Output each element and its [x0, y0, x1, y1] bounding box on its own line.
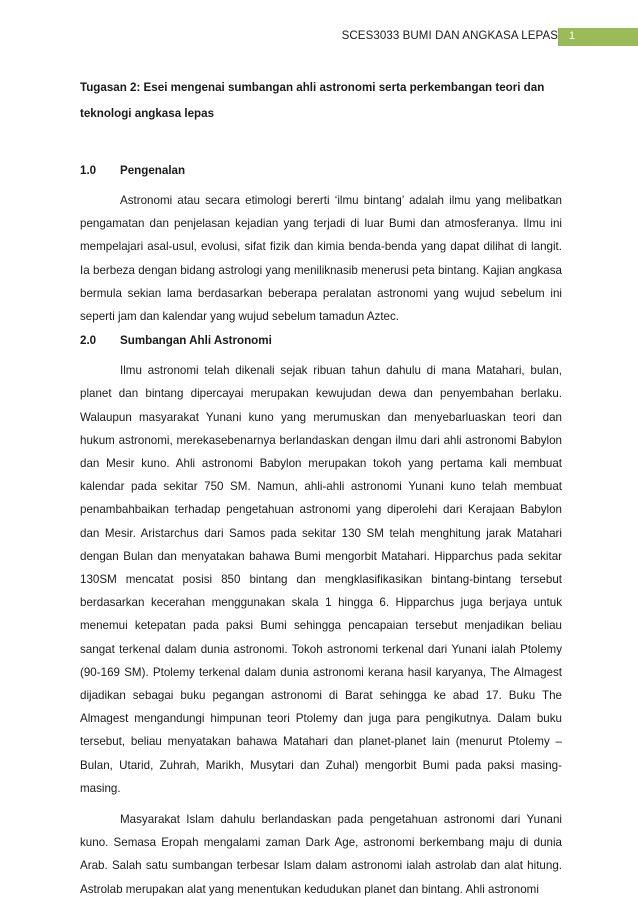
task-title: Tugasan 2: Esei mengenai sumbangan ahli astronomi serta perkembangan teori dan teknologi angkasa lepas — [80, 81, 545, 120]
paragraph: Masyarakat Islam dahulu berlandaskan pada pengetahuan astronomi dari Yunani kuno. Semasa Eropah mengalami zaman Dark Age, astronomi berkembang maju di dunia Arab. Salah satu sumbangan terbesar Islam dalam astronomi ialah astrolab dan alat hitung. Astrolab merupakan alat yang menentukan kedudukan planet dan bintang. Ahli astronomi — [80, 813, 562, 896]
page-header — [0, 28, 638, 46]
section-title: Pengenalan — [120, 164, 186, 177]
paragraph: Astronomi atau secara etimologi bererti ‘ilmu bintang’ adalah ilmu yang melibatkan pengamatan dan penjelasan kejadian yang terjadi di luar Bumi dan atmosferanya. Ilmu ini mempelajari asal-usul, evolusi, sifat fizik dan kimia benda-benda yang dapat dilihat di langit. Ia berbeza dengan bidang astrologi yang meniliknasib menerusi peta bintang. Kajian angkasa bermula sekian lama berdasarkan beberapa peralatan astronomi yang wujud sebelum ini seperti jam dan kalendar yang wujud sebelum tamadun Aztec. — [80, 194, 562, 324]
section-introduction — [80, 161, 562, 328]
section-astronomer-contributions — [80, 331, 562, 901]
header-title: SCES3033 BUMI DAN ANGKASA LEPAS — [341, 30, 558, 42]
section-number: 1.0 — [80, 164, 97, 177]
page-number: 1 — [569, 30, 576, 42]
section-title: Sumbangan Ahli Astronomi — [120, 334, 272, 348]
section-heading — [80, 161, 562, 181]
section-number: 2.0 — [80, 334, 97, 348]
section-heading — [80, 331, 562, 351]
paragraph: Ilmu astronomi telah dikenali sejak ribuan tahun dahulu di mana Matahari, bulan, planet dan bintang dipercayai merupakan kewujudan dewa dan penyembahan berlaku. Walaupun masyarakat Yunani kuno yang merumuskan dan menyebarluaskan teori dan hukum astronomi, merekasebenarnya berlandaskan dengan ilmu dari ahli astronomi Babylon dan Mesir kuno. Ahli astronomi Babylon merupakan tokoh yang pertama kali membuat kalendar pada sekitar 750 SM. Namun, ahli-ahli astronomi Yunani kuno telah membuat penambahbaikan terhadap pengetahuan astronomi yang diperolehi dari Kerajaan Babylon dan Mesir. Aristarchus dari Samos pada sekitar 130 SM telah menghitung jarak Matahari dengan Bulan dan menyatakan bahawa Bumi mengorbit Matahari. Hipparchus pada sekitar 130SM mencatat posisi 850 bintang dan mengklasifikasikan bintang-bintang tersebut berdasarkan kecerahan menggunakan skala 1 hingga 6. Hipparchus juga berjaya untuk menemui ketepatan pada paksi Bumi sehingga pencapaian tersebut menjadikan beliau sangat terkenal dalam dunia astronomi. Tokoh astronomi terkenal dari Yunani ialah Ptolemy (90-169 SM). Ptolemy terkenal dalam dunia astronomi kerana hasil karyanya, The Almagest dijadikan sebagai buku pegangan astronomi di Barat sehingga ke abad 17. Buku The Almagest mengandungi himpunan teori Ptolemy dan juga para pengikutnya. Dalam buku tersebut, beliau menyatakan bahawa Matahari dan planet-planet lain (menurut Ptolemy – Bulan, Utarid, Zuhrah, Marikh, Musytari dan Zuhal) mengorbit Bumi pada paksi masing-masing. — [80, 364, 562, 795]
document-body — [80, 75, 562, 901]
page-number-badge — [559, 28, 638, 46]
